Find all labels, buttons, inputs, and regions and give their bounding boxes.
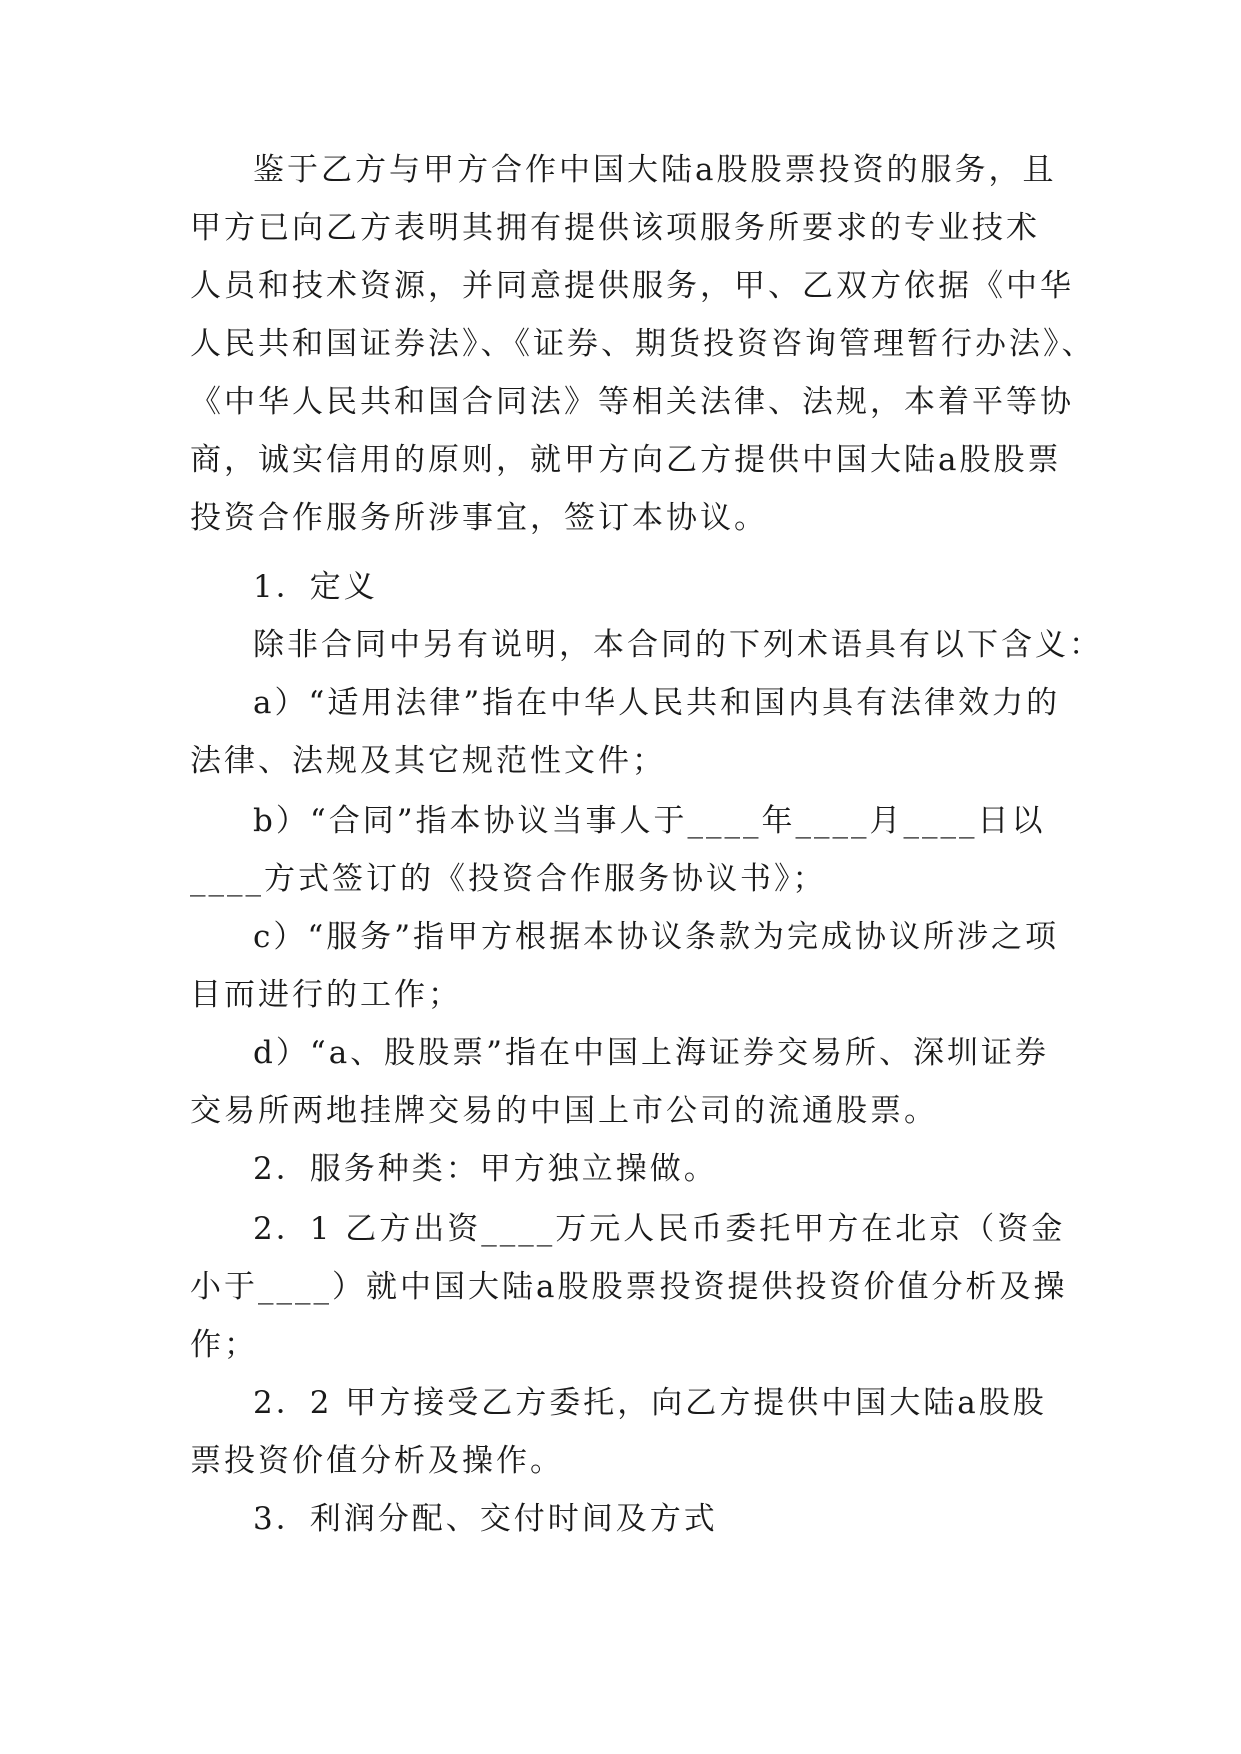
clause-2-2: 2．2 甲方接受乙方委托，向乙方提供中国大陆a股股	[253, 1385, 1047, 1421]
paragraph-line: 作；	[190, 1327, 258, 1363]
section-heading-definitions: 1．定义	[253, 569, 378, 605]
definition-a: a）“适用法律”指在中华人民共和国内具有法律效力的	[253, 685, 1061, 721]
section-heading-profit-distribution: 3．利润分配、交付时间及方式	[253, 1501, 718, 1537]
section-heading-service-type: 2．服务种类：甲方独立操做。	[253, 1151, 718, 1187]
paragraph-line: 目而进行的工作；	[190, 977, 462, 1013]
definition-d: d）“a、股股票”指在中国上海证券交易所、深圳证券	[253, 1035, 1050, 1071]
paragraph-line: 商，诚实信用的原则，就甲方向乙方提供中国大陆a股股票	[190, 442, 1062, 478]
clause-2-1: 2．1 乙方出资____万元人民币委托甲方在北京（资金	[253, 1211, 1066, 1247]
paragraph-line: 法律、法规及其它规范性文件；	[190, 743, 666, 779]
paragraph-line: ____方式签订的《投资合作服务协议书》；	[190, 861, 827, 897]
paragraph-line: 小于____）就中国大陆a股股票投资提供投资价值分析及操	[190, 1269, 1068, 1305]
paragraph-line: 人民共和国证券法》、《证券、期货投资咨询管理暂行办法》、	[190, 326, 1096, 362]
definition-b: b）“合同”指本协议当事人于____年____月____日以	[253, 803, 1046, 839]
paragraph-line: 人员和技术资源，并同意提供服务，甲、乙双方依据《中华	[190, 268, 1074, 304]
paragraph-line: 鉴于乙方与甲方合作中国大陆a股股票投资的服务，且	[253, 152, 1057, 188]
paragraph-line: 交易所两地挂牌交易的中国上市公司的流通股票。	[190, 1093, 938, 1129]
paragraph-line: 甲方已向乙方表明其拥有提供该项服务所要求的专业技术	[190, 210, 1040, 246]
definition-c: c）“服务”指甲方根据本协议条款为完成协议所涉之项	[253, 919, 1060, 955]
paragraph-line: 除非合同中另有说明，本合同的下列术语具有以下含义：	[253, 627, 1103, 663]
paragraph-line: 《中华人民共和国合同法》等相关法律、法规，本着平等协	[190, 384, 1074, 420]
paragraph-line: 投资合作服务所涉事宜，签订本协议。	[190, 500, 768, 536]
paragraph-line: 票投资价值分析及操作。	[190, 1443, 564, 1479]
